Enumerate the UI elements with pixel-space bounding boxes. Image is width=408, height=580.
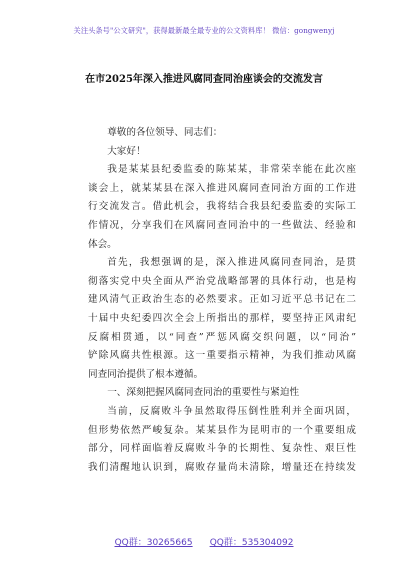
body-line: 谈会上，就某某县在深入推进风腐同查同治方面的工作进	[88, 182, 356, 194]
header-promo-note: 关注头条号"公文研究"，获得最新最全最专业的公文资料库！ 微信：gongwenyj	[73, 26, 335, 35]
body-line: 我们清醒地认识到，腐败存量尚未清除，增量还在持续发	[88, 461, 356, 473]
body-line: 大家好！	[107, 145, 146, 157]
body-line: 但形势依然严峻复杂。某某县作为昆明市的一个重要组成	[88, 424, 356, 436]
body-line: 十届中央纪委四次全会上所指出的那样，要坚持正风肃纪	[88, 312, 356, 324]
body-line: 部分，同样面临着反腐败斗争的长期性、复杂性、艰巨性	[88, 443, 356, 455]
body-line: 行交流发言。借此机会，我将结合我县纪委监委的实际工	[88, 201, 356, 213]
qq-group-1[interactable]	[115, 538, 193, 548]
body-line: 体会。	[88, 238, 117, 250]
body-line: 彻落实党中央全面从严治党战略部署的具体行动，也是构	[88, 275, 356, 287]
body-line: 我是某某县纪委监委的陈某某，非常荣幸能在此次座	[107, 164, 356, 176]
body-line: 一、深刻把握风腐同查同治的重要性与紧迫性	[107, 387, 300, 399]
body-line: 作情况，分享我们在风腐同查同治中的一些做法、经验和	[88, 219, 356, 231]
qq-group-2-label: QQ群：	[209, 538, 242, 548]
body-line: 建风清气正政治生态的必然要求。正如习近平总书记在二	[88, 294, 356, 306]
footer-qq-groups	[0, 535, 408, 548]
document-body	[88, 124, 356, 477]
body-line: 同查同治提供了根本遵循。	[88, 368, 204, 380]
body-line: 铲除风腐共性根源。这一重要指示精神，为我们推动风腐	[88, 350, 356, 362]
body-line: 首先，我想强调的是，深入推进风腐同查同治，是贯	[107, 257, 356, 269]
body-line: 当前，反腐败斗争虽然取得压倒性胜利并全面巩固，	[107, 405, 356, 417]
qq-group-1-number: 30265665	[146, 538, 193, 548]
qq-group-2-number: 535304092	[241, 538, 294, 548]
body-line: 反腐相贯通，以“同查”严惩风腐交织问题，以“同治”	[88, 331, 356, 343]
qq-group-1-label: QQ群：	[114, 538, 147, 548]
body-line: 尊敬的各位领导、同志们：	[107, 127, 223, 138]
document-title: 在市2025年深入推进风腐同查同治座谈会的交流发言	[85, 74, 323, 85]
qq-group-2[interactable]	[210, 538, 294, 548]
